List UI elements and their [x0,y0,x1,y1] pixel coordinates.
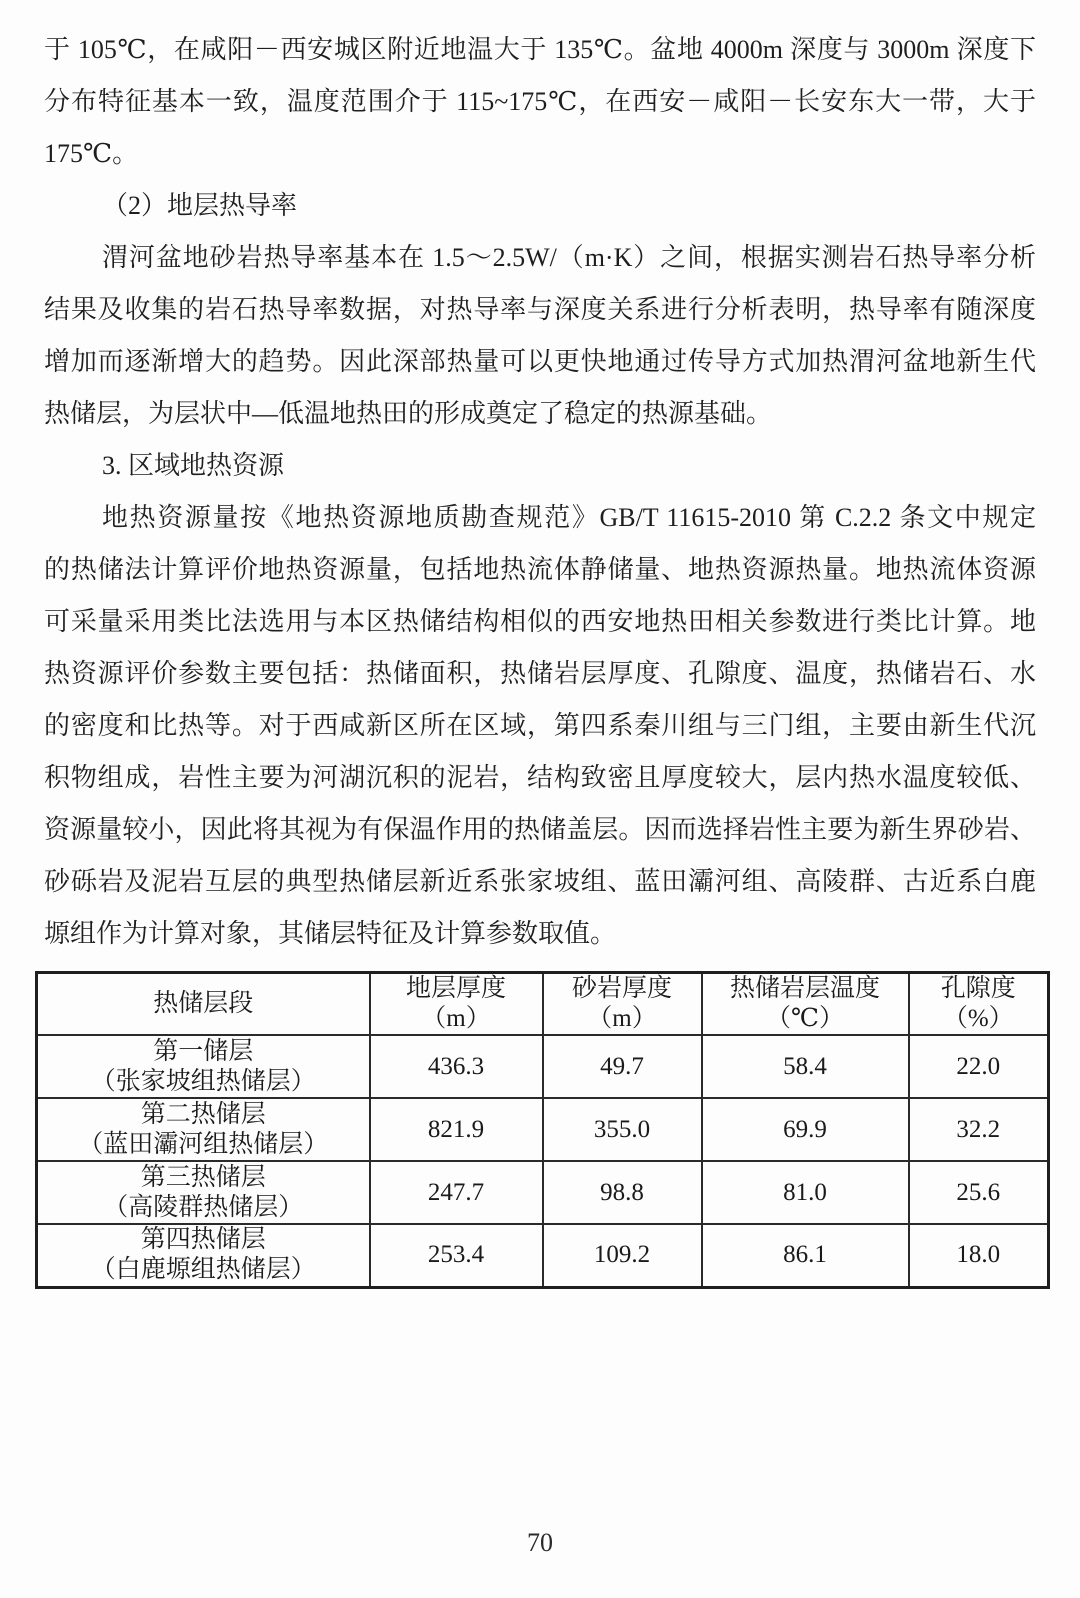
body-line: 资源量较小，因此将其视为有保温作用的热储盖层。因而选择岩性主要为新生界砂岩、 [44,815,1036,844]
header-unit: （%） [942,1005,1014,1032]
reservoir-name: 第四热储层 [140,1226,266,1254]
header-title: 地层厚度 [405,975,506,1002]
header-unit: （℃） [766,1005,844,1032]
value-cell: 49.7 [543,1035,702,1098]
page-number: 70 [527,1528,553,1557]
reservoir-name: 第一储层 [153,1037,254,1065]
value-cell: 247.7 [370,1161,543,1224]
body-line: 热资源评价参数主要包括：热储面积，热储岩层厚度、孔隙度、温度，热储岩石、水 [44,659,1036,688]
value-cell: 821.9 [370,1098,543,1161]
reservoir-name-cell [37,1035,370,1098]
body-line: 砂砾岩及泥岩互层的典型热储层新近系张家坡组、蓝田灞河组、高陵群、古近系白鹿 [44,867,1036,896]
header-title: 砂岩厚度 [571,975,672,1002]
body-line: 塬组作为计算对象，其储层特征及计算参数取值。 [44,919,617,948]
heading-regional-geothermal-resources: 3. 区域地热资源 [102,451,285,480]
value-cell: 22.0 [909,1035,1049,1098]
value-cell: 58.4 [702,1035,909,1098]
header-unit: （m） [587,1005,657,1032]
body-line: 地热资源量按《地热资源地质勘查规范》GB/T 11615-2010 第 C.2.2 条文中规定 [102,503,1036,532]
value-cell: 81.0 [702,1161,909,1224]
heading-stratum-thermal-conductivity: （2）地层热导率 [102,191,298,220]
header-title: 热储层段 [153,990,254,1017]
reservoir-subname: （高陵群热储层） [103,1193,304,1221]
table-row [37,1161,1049,1224]
value-cell: 25.6 [909,1161,1049,1224]
value-cell: 69.9 [702,1098,909,1161]
table-row [37,1035,1049,1098]
table-header-row [37,973,1049,1036]
body-line: 积物组成，岩性主要为河湖沉积的泥岩，结构致密且厚度较大，层内热水温度较低、 [44,763,1036,792]
reservoir-parameters-table [35,971,1050,1289]
reservoir-name-cell [37,1224,370,1287]
value-cell: 253.4 [370,1224,543,1287]
table-row [37,1098,1049,1161]
table-row [37,1224,1049,1287]
reservoir-subname: （白鹿塬组热储层） [90,1256,316,1284]
reservoir-name-cell [37,1098,370,1161]
table-header [37,973,1049,1036]
reservoir-name: 第三热储层 [140,1163,266,1191]
reservoir-subname: （张家坡组热储层） [90,1067,316,1095]
body-line: 增加而逐渐增大的趋势。因此深部热量可以更快地通过传导方式加热渭河盆地新生代 [44,347,1036,376]
table-body [37,1035,1049,1287]
body-line: 可采量采用类比法选用与本区热储结构相似的西安地热田相关参数进行类比计算。地 [44,607,1036,636]
body-text [44,24,1036,960]
body-line: 175℃。 [44,139,139,168]
body-line: 渭河盆地砂岩热导率基本在 1.5～2.5W/（m·K）之间，根据实测岩石热导率分析 [102,243,1036,272]
body-line: 的热储法计算评价地热资源量，包括地热流体静储量、地热资源热量。地热流体资源 [44,555,1036,584]
value-cell: 86.1 [702,1224,909,1287]
value-cell: 109.2 [543,1224,702,1287]
value-cell: 98.8 [543,1161,702,1224]
body-line: 分布特征基本一致，温度范围介于 115~175℃，在西安－咸阳－长安东大一带，大于 [44,87,1036,116]
value-cell: 355.0 [543,1098,702,1161]
header-sandstone-thickness [543,973,702,1036]
header-title: 孔隙度 [940,975,1016,1002]
reservoir-name: 第二热储层 [140,1100,266,1128]
value-cell: 436.3 [370,1035,543,1098]
header-title: 热储岩层温度 [729,975,880,1002]
body-line: 结果及收集的岩石热导率数据，对热导率与深度关系进行分析表明，热导率有随深度 [44,295,1036,324]
value-cell: 32.2 [909,1098,1049,1161]
header-stratum-thickness [370,973,543,1036]
body-line: 的密度和比热等。对于西咸新区所在区域，第四系秦川组与三门组，主要由新生代沉 [44,711,1036,740]
header-reservoir-section [37,973,370,1036]
body-line: 热储层，为层状中—低温地热田的形成奠定了稳定的热源基础。 [44,399,773,428]
body-line: 于 105℃，在咸阳－西安城区附近地温大于 135℃。盆地 4000m 深度与 3000m 深度下 [44,35,1036,64]
reservoir-subname: （蓝田灞河组热储层） [78,1130,329,1158]
value-cell: 18.0 [909,1224,1049,1287]
header-porosity [909,973,1049,1036]
header-reservoir-temperature [702,973,909,1036]
header-unit: （m） [421,1005,491,1032]
reservoir-name-cell [37,1161,370,1224]
